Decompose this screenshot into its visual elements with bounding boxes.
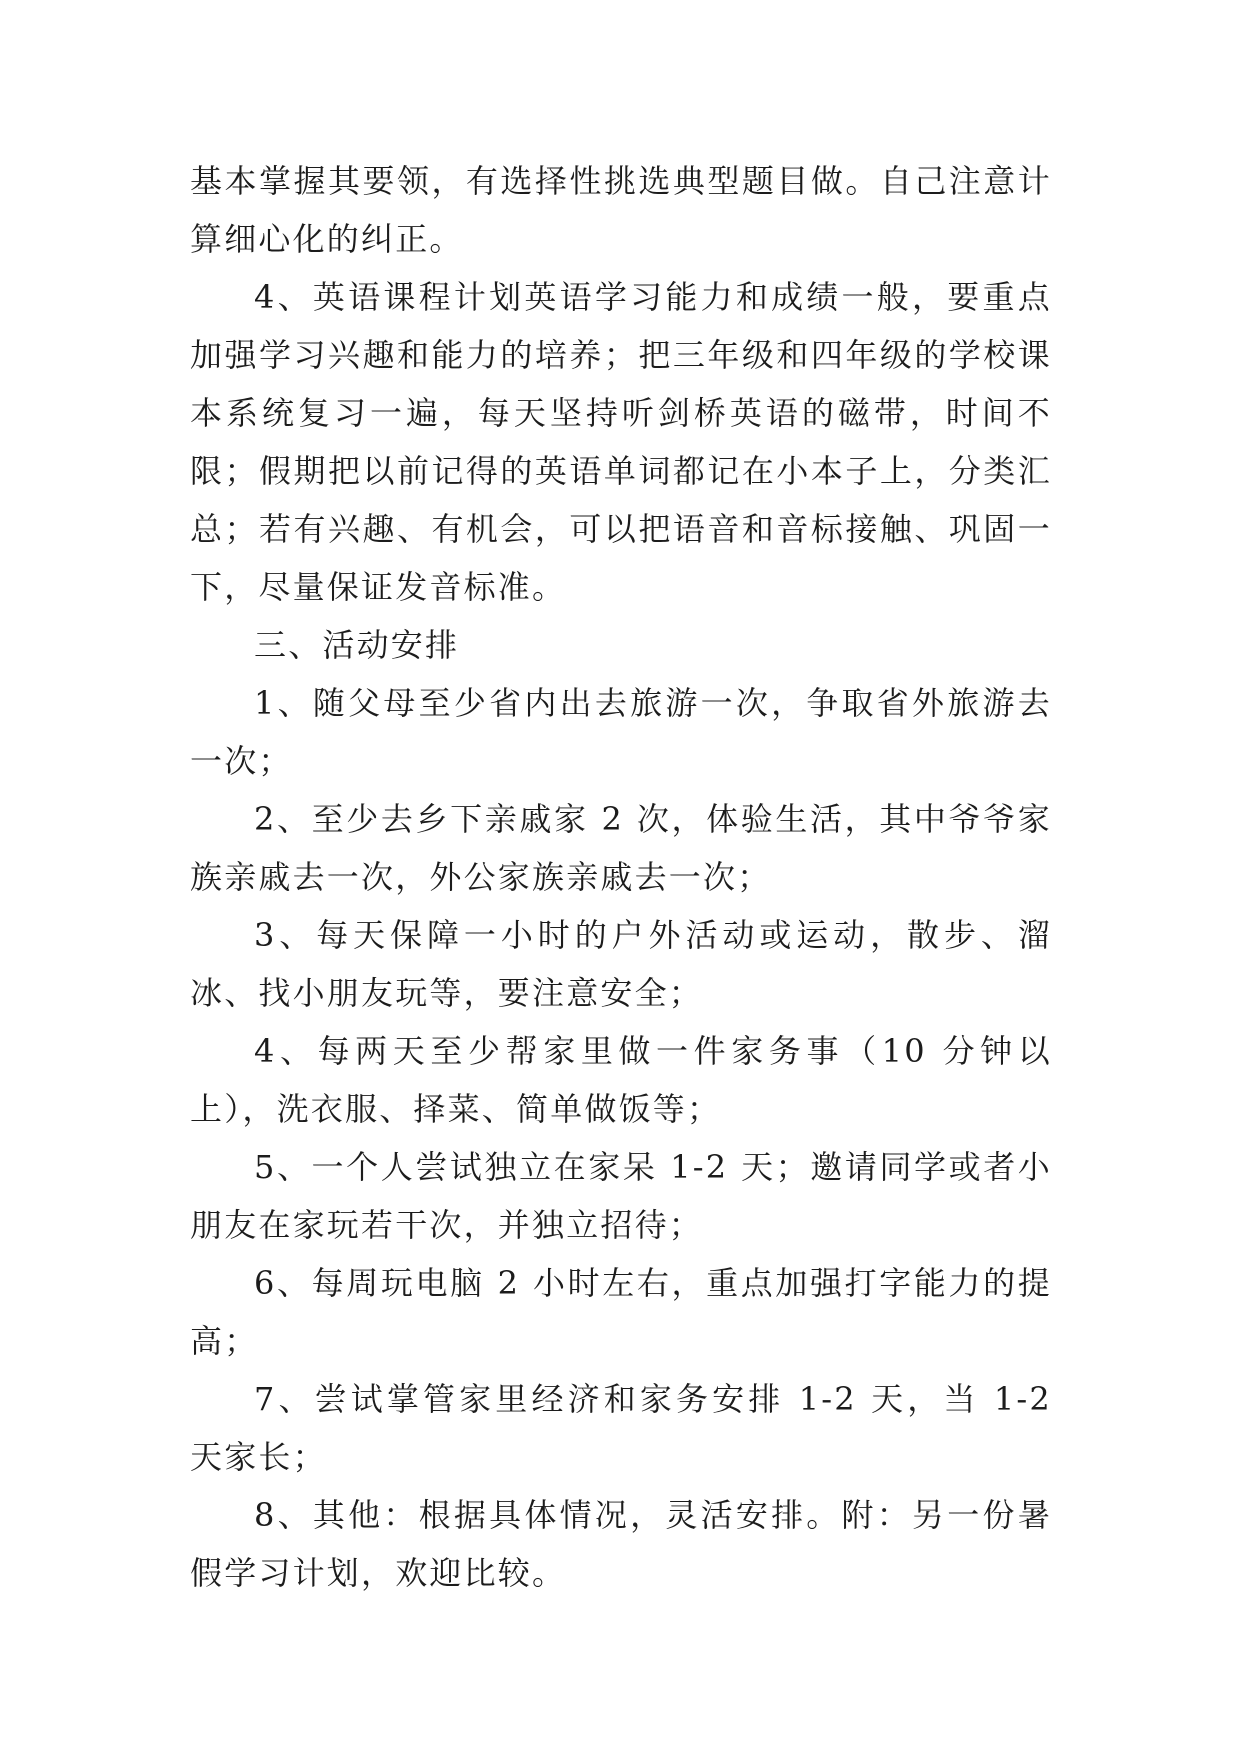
section-heading-activities: 三、活动安排: [254, 626, 460, 664]
paragraph-item-2: 2、至少去乡下亲戚家 2 次，体验生活，其中爷爷家族亲戚去一次，外公家族亲戚去一次；: [190, 800, 1052, 896]
paragraph-item-1: 1、随父母至少省内出去旅游一次，争取省外旅游去一次；: [190, 684, 1052, 780]
document-body: [190, 152, 1052, 1602]
paragraph-english-plan: 4、英语课程计划英语学习能力和成绩一般，要重点加强学习兴趣和能力的培养；把三年级和四年级的学校课本系统复习一遍，每天坚持听剑桥英语的磁带，时间不限；假期把以前记得的英语单词都记在小本子上，分类汇总；若有兴趣、有机会，可以把语音和音标接触、巩固一下，尽量保证发音标准。: [190, 278, 1052, 606]
paragraph-item-3: 3、每天保障一小时的户外活动或运动，散步、溜冰、找小朋友玩等，要注意安全；: [190, 916, 1052, 1012]
paragraph-item-4: 4、每两天至少帮家里做一件家务事（10 分钟以上），洗衣服、择菜、简单做饭等；: [190, 1032, 1052, 1128]
paragraph-item-6: 6、每周玩电脑 2 小时左右，重点加强打字能力的提高；: [190, 1264, 1052, 1360]
paragraph-item-5: 5、一个人尝试独立在家呆 1-2 天；邀请同学或者小朋友在家玩若干次，并独立招待；: [190, 1148, 1052, 1244]
paragraph-item-8: 8、其他：根据具体情况，灵活安排。附：另一份暑假学习计划，欢迎比较。: [190, 1496, 1052, 1592]
paragraph-item-7: 7、尝试掌管家里经济和家务安排 1-2 天，当 1-2 天家长；: [190, 1380, 1052, 1476]
paragraph-continuation: 基本掌握其要领，有选择性挑选典型题目做。自己注意计算细心化的纠正。: [190, 162, 1052, 258]
